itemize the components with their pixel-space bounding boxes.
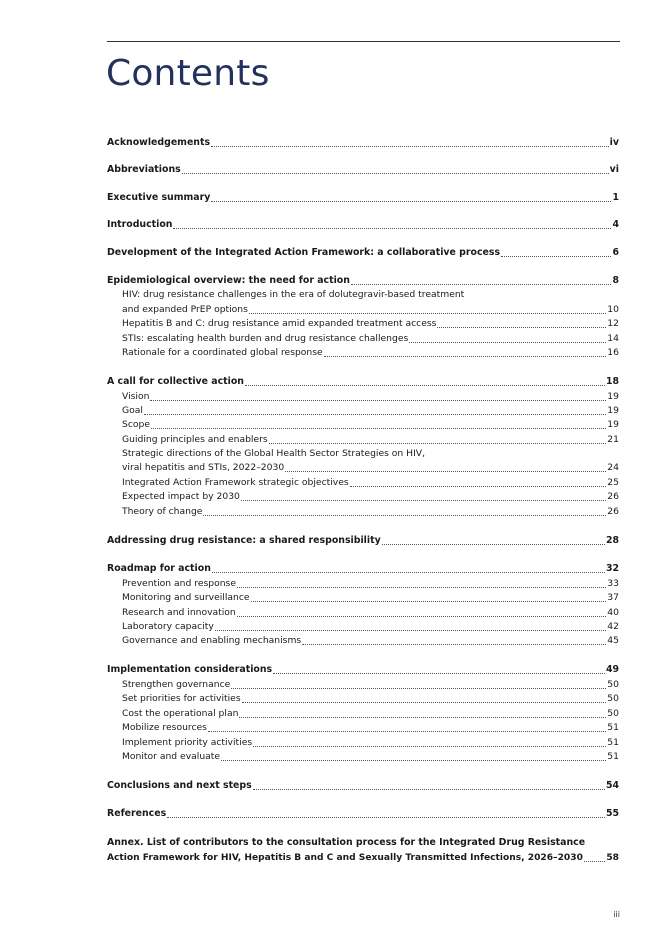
toc-entry-title: Executive summary — [107, 192, 211, 203]
toc-entry-epidemiological-overview[interactable] — [107, 274, 619, 288]
toc-entry-roadmap[interactable] — [107, 562, 619, 576]
toc-page-number: 24 — [607, 462, 619, 473]
toc-subentry-expected-impact[interactable] — [122, 490, 619, 504]
toc-page-number: 51 — [607, 737, 619, 748]
dot-leader — [241, 499, 606, 501]
dot-leader — [221, 759, 606, 761]
toc-entry-title: Vision — [122, 391, 150, 402]
toc-subentry-governance[interactable] — [122, 634, 619, 648]
toc-entry-title: Acknowledgements — [107, 137, 211, 148]
toc-entry-title: A call for collective action — [107, 376, 244, 387]
toc-entry-call-for-action[interactable] — [107, 375, 619, 389]
dot-leader — [437, 326, 606, 328]
toc-entry-title: Cost the operational plan — [122, 708, 239, 719]
toc-entry-abbreviations[interactable] — [107, 163, 619, 177]
page-number: iii — [613, 910, 620, 919]
toc-page-number: 4 — [612, 219, 619, 230]
toc-entry-title: Epidemiological overview: the need for action — [107, 275, 350, 286]
dot-leader — [584, 860, 605, 862]
toc-subentry-implement-activities[interactable] — [122, 736, 619, 750]
dot-leader — [253, 788, 605, 790]
toc-page-number: 50 — [607, 693, 619, 704]
toc-page-number: 32 — [605, 563, 619, 574]
toc-entry-title: Scope — [122, 419, 150, 430]
toc-page-number: iv — [609, 137, 619, 148]
toc-subentry-vision[interactable] — [122, 390, 619, 404]
dot-leader — [253, 745, 606, 747]
dot-leader — [167, 816, 605, 818]
toc-page-number: 51 — [607, 722, 619, 733]
toc-entry-acknowledgements[interactable] — [107, 136, 619, 150]
dot-leader — [501, 255, 611, 257]
toc-entry-title: Mobilize resources — [122, 722, 207, 733]
dot-leader — [237, 586, 606, 588]
dot-leader — [251, 600, 607, 602]
toc-page-number: 42 — [607, 621, 619, 632]
toc-page-number: 51 — [607, 751, 619, 762]
toc-entry-annex[interactable] — [107, 851, 619, 865]
toc-subentry-hiv-line1[interactable]: HIV: drug resistance challenges in the era of dolutegravir-based treatment — [122, 289, 465, 300]
dot-leader — [215, 629, 607, 631]
toc-entry-title: Prevention and response — [122, 578, 236, 589]
toc-entry-title: Conclusions and next steps — [107, 780, 252, 791]
toc-page-number: 40 — [607, 607, 619, 618]
toc-page-number: 8 — [612, 275, 619, 286]
dot-leader — [350, 485, 607, 487]
toc-page-number: 1 — [612, 192, 619, 203]
toc-subentry-monitoring[interactable] — [122, 591, 619, 605]
dot-leader — [249, 312, 606, 314]
toc-entry-title: Hepatitis B and C: drug resistance amid expanded treatment access — [122, 318, 437, 329]
toc-page-number: 19 — [607, 419, 619, 430]
toc-entry-title: Implement priority activities — [122, 737, 253, 748]
dot-leader — [239, 716, 606, 718]
toc-page-number: 54 — [605, 780, 619, 791]
toc-page-number: 50 — [607, 679, 619, 690]
toc-page-number: 26 — [607, 491, 619, 502]
toc-subentry-scope[interactable] — [122, 418, 619, 432]
toc-subentry-rationale[interactable] — [122, 346, 619, 360]
toc-subentry-research[interactable] — [122, 606, 619, 620]
toc-entry-development[interactable] — [107, 246, 619, 260]
page-title: Contents — [106, 53, 270, 94]
dot-leader — [150, 399, 606, 401]
toc-entry-introduction[interactable] — [107, 218, 619, 232]
dot-leader — [302, 643, 606, 645]
toc-page-number: 25 — [607, 477, 619, 488]
toc-page-number: 21 — [607, 434, 619, 445]
toc-entry-title: Addressing drug resistance: a shared responsibility — [107, 535, 381, 546]
toc-entry-title: Strengthen governance — [122, 679, 231, 690]
toc-entry-title: Governance and enabling mechanisms — [122, 635, 302, 646]
toc-subentry-iaf-objectives[interactable] — [122, 476, 619, 490]
toc-entry-title: viral hepatitis and STIs, 2022–2030 — [122, 462, 285, 473]
dot-leader — [273, 672, 605, 674]
dot-leader — [182, 172, 609, 174]
toc-subentry-strategic-directions[interactable] — [122, 461, 619, 475]
toc-subentry-prevention[interactable] — [122, 577, 619, 591]
toc-entry-title: Rationale for a coordinated global response — [122, 347, 323, 358]
toc-entry-title: Introduction — [107, 219, 173, 230]
toc-page-number: 58 — [606, 853, 619, 863]
toc-entry-title: Goal — [122, 405, 143, 416]
toc-subentry-strategic-line1[interactable]: Strategic directions of the Global Health Sector Strategies on HIV, — [122, 448, 425, 459]
toc-page-number: 55 — [605, 808, 619, 819]
toc-subentry-theory-of-change[interactable] — [122, 505, 619, 519]
dot-leader — [203, 514, 606, 516]
toc-subentry-goal[interactable] — [122, 404, 619, 418]
dot-leader — [173, 227, 611, 229]
toc-page-number: 19 — [607, 391, 619, 402]
toc-subentry-set-priorities[interactable] — [122, 692, 619, 706]
toc-page-number: 45 — [607, 635, 619, 646]
toc-page-number: 50 — [607, 708, 619, 719]
toc-subentry-stis[interactable] — [122, 332, 619, 346]
toc-entry-title: and expanded PrEP options — [122, 304, 248, 315]
toc-subentry-cost-plan[interactable] — [122, 707, 619, 721]
toc-entry-title: Roadmap for action — [107, 563, 211, 574]
toc-entry-title: Research and innovation — [122, 607, 236, 618]
toc-entry-title: Integrated Action Framework strategic objectives — [122, 477, 349, 488]
toc-entry-executive-summary[interactable] — [107, 191, 619, 205]
toc-subentry-hepatitis[interactable] — [122, 317, 619, 331]
toc-page-number: 19 — [607, 405, 619, 416]
toc-entry-title: Development of the Integrated Action Framework: a collaborative process — [107, 247, 501, 258]
toc-page-number: 26 — [607, 506, 619, 517]
toc-entry-title: Expected impact by 2030 — [122, 491, 240, 502]
dot-leader — [211, 200, 611, 202]
toc-entry-title: Monitor and evaluate — [122, 751, 221, 762]
dot-leader — [245, 384, 605, 386]
toc-subentry-guiding-principles[interactable] — [122, 433, 619, 447]
toc-entry-references[interactable] — [107, 807, 619, 821]
toc-page-number: 6 — [612, 247, 619, 258]
toc-entry-title: References — [107, 808, 167, 819]
toc-entry-title: Implementation considerations — [107, 664, 273, 675]
toc-page-number: 49 — [605, 664, 619, 675]
dot-leader — [208, 730, 606, 732]
toc-page-number: 16 — [607, 347, 619, 358]
toc-entry-title: Action Framework for HIV, Hepatitis B and C and Sexually Transmitted Infections, 2026–2030 — [107, 853, 583, 863]
dot-leader — [231, 687, 606, 689]
toc-entry-title: Laboratory capacity — [122, 621, 214, 632]
toc-page-number: 33 — [607, 578, 619, 589]
dot-leader — [144, 413, 606, 415]
toc-entry-title: Abbreviations — [107, 164, 181, 175]
toc-page-number: 37 — [607, 592, 619, 603]
toc-entry-title: STIs: escalating health burden and drug resistance challenges — [122, 333, 409, 344]
toc-entry-conclusions[interactable] — [107, 779, 619, 793]
dot-leader — [269, 442, 607, 444]
dot-leader — [211, 145, 609, 147]
toc-entry-shared-responsibility[interactable] — [107, 534, 619, 548]
toc-entry-title: Guiding principles and enablers — [122, 434, 268, 445]
toc-entry-implementation[interactable] — [107, 663, 619, 677]
toc-page-number: 14 — [607, 333, 619, 344]
toc-entry-title: Theory of change — [122, 506, 203, 517]
dot-leader — [242, 701, 607, 703]
toc-entry-title: Set priorities for activities — [122, 693, 241, 704]
toc-page-number: 18 — [605, 376, 619, 387]
toc-subentry-hiv[interactable] — [122, 303, 619, 317]
toc-subentry-monitor-evaluate[interactable] — [122, 750, 619, 764]
dot-leader — [212, 571, 605, 573]
dot-leader — [285, 470, 606, 472]
toc-page-number: 28 — [605, 535, 619, 546]
dot-leader — [151, 427, 606, 429]
toc-page-number: 10 — [607, 304, 619, 315]
toc-page-number: vi — [609, 164, 619, 175]
dot-leader — [324, 355, 607, 357]
toc-subentry-mobilize-resources[interactable] — [122, 721, 619, 735]
dot-leader — [382, 543, 605, 545]
dot-leader — [409, 341, 606, 343]
toc-entry-annex-line1[interactable]: Annex. List of contributors to the consultation process for the Integrated Drug Resistance — [107, 837, 586, 848]
toc-subentry-strengthen-governance[interactable] — [122, 678, 619, 692]
dot-leader — [351, 283, 612, 285]
dot-leader — [237, 615, 607, 617]
toc-page-number: 12 — [607, 318, 619, 329]
toc-entry-title: Monitoring and surveillance — [122, 592, 250, 603]
top-rule — [107, 41, 620, 42]
toc-subentry-laboratory[interactable] — [122, 620, 619, 634]
